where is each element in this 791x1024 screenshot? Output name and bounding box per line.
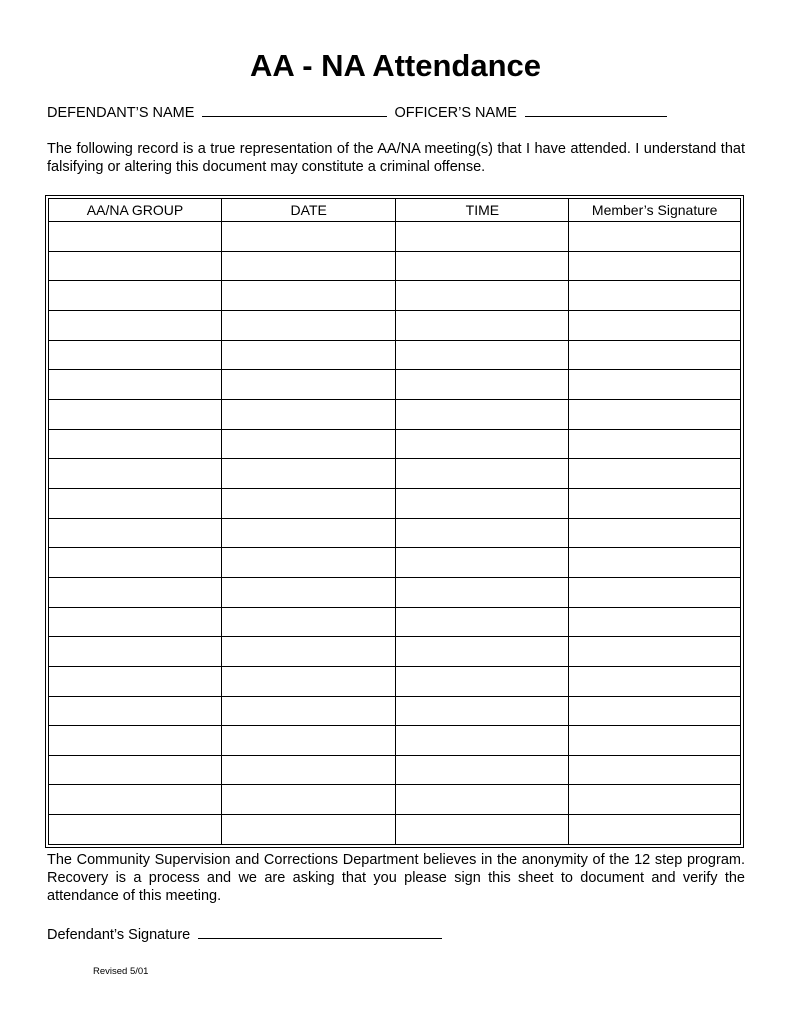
date-cell[interactable] bbox=[222, 518, 396, 548]
group-cell[interactable] bbox=[49, 755, 222, 785]
signature-cell[interactable] bbox=[569, 370, 741, 400]
table-row bbox=[49, 459, 741, 489]
officer-name-field[interactable] bbox=[525, 102, 667, 117]
signature-cell[interactable] bbox=[569, 429, 741, 459]
date-cell[interactable] bbox=[222, 785, 396, 815]
defendant-signature-field[interactable] bbox=[198, 924, 442, 939]
date-cell[interactable] bbox=[222, 726, 396, 756]
signature-cell[interactable] bbox=[569, 637, 741, 667]
date-cell[interactable] bbox=[222, 459, 396, 489]
group-cell[interactable] bbox=[49, 815, 222, 845]
table-row bbox=[49, 815, 741, 845]
date-cell[interactable] bbox=[222, 281, 396, 311]
group-cell[interactable] bbox=[49, 399, 222, 429]
date-cell[interactable] bbox=[222, 488, 396, 518]
name-fields-line bbox=[47, 102, 667, 123]
table-row bbox=[49, 726, 741, 756]
closing-statement: The Community Supervision and Corrections Department believes in the anonymity of the 12 step program. Recovery is a process and we are asking that you please sign this sheet to document and verify the attendance of this meeting. bbox=[47, 852, 745, 904]
signature-cell[interactable] bbox=[569, 607, 741, 637]
group-cell[interactable] bbox=[49, 370, 222, 400]
document-title: AA - NA Attendance bbox=[249, 48, 542, 83]
signature-line bbox=[47, 924, 442, 945]
group-cell[interactable] bbox=[49, 666, 222, 696]
table-row bbox=[49, 399, 741, 429]
signature-cell[interactable] bbox=[569, 281, 741, 311]
signature-cell[interactable] bbox=[569, 666, 741, 696]
table-row bbox=[49, 222, 741, 252]
attendance-table-frame bbox=[45, 195, 744, 848]
time-cell[interactable] bbox=[396, 281, 569, 311]
date-cell[interactable] bbox=[222, 548, 396, 578]
time-cell[interactable] bbox=[396, 370, 569, 400]
group-cell[interactable] bbox=[49, 251, 222, 281]
date-cell[interactable] bbox=[222, 429, 396, 459]
table-row bbox=[49, 607, 741, 637]
attendance-table bbox=[48, 198, 741, 845]
group-cell[interactable] bbox=[49, 726, 222, 756]
table-row bbox=[49, 429, 741, 459]
time-cell[interactable] bbox=[396, 459, 569, 489]
group-cell[interactable] bbox=[49, 785, 222, 815]
signature-cell[interactable] bbox=[569, 310, 741, 340]
group-cell[interactable] bbox=[49, 459, 222, 489]
time-cell[interactable] bbox=[396, 785, 569, 815]
date-cell[interactable] bbox=[222, 399, 396, 429]
group-cell[interactable] bbox=[49, 577, 222, 607]
group-cell[interactable] bbox=[49, 429, 222, 459]
time-cell[interactable] bbox=[396, 755, 569, 785]
signature-cell[interactable] bbox=[569, 726, 741, 756]
signature-cell[interactable] bbox=[569, 222, 741, 252]
table-row bbox=[49, 637, 741, 667]
date-cell[interactable] bbox=[222, 251, 396, 281]
signature-cell[interactable] bbox=[569, 459, 741, 489]
signature-cell[interactable] bbox=[569, 548, 741, 578]
defendant-signature-label: Defendant’s Signature bbox=[47, 927, 191, 943]
group-cell[interactable] bbox=[49, 548, 222, 578]
table-row bbox=[49, 548, 741, 578]
group-cell[interactable] bbox=[49, 488, 222, 518]
signature-cell[interactable] bbox=[569, 755, 741, 785]
date-cell[interactable] bbox=[222, 607, 396, 637]
signature-cell[interactable] bbox=[569, 518, 741, 548]
group-cell[interactable] bbox=[49, 310, 222, 340]
signature-cell[interactable] bbox=[569, 577, 741, 607]
header-member-signature: Member’s Signature bbox=[569, 199, 741, 222]
revision-note: Revised 5/01 bbox=[93, 966, 149, 977]
table-row bbox=[49, 310, 741, 340]
signature-cell[interactable] bbox=[569, 815, 741, 845]
table-row bbox=[49, 666, 741, 696]
signature-cell[interactable] bbox=[569, 399, 741, 429]
date-cell[interactable] bbox=[222, 577, 396, 607]
time-cell[interactable] bbox=[396, 607, 569, 637]
time-cell[interactable] bbox=[396, 577, 569, 607]
table-row bbox=[49, 785, 741, 815]
time-cell[interactable] bbox=[396, 488, 569, 518]
table-row bbox=[49, 755, 741, 785]
time-cell[interactable] bbox=[396, 340, 569, 370]
date-cell[interactable] bbox=[222, 222, 396, 252]
header-date: DATE bbox=[222, 199, 396, 222]
date-cell[interactable] bbox=[222, 666, 396, 696]
time-cell[interactable] bbox=[396, 637, 569, 667]
table-row bbox=[49, 696, 741, 726]
time-cell[interactable] bbox=[396, 696, 569, 726]
group-cell[interactable] bbox=[49, 281, 222, 311]
defendant-name-label: DEFENDANT’S NAME bbox=[47, 105, 195, 121]
time-cell[interactable] bbox=[396, 666, 569, 696]
time-cell[interactable] bbox=[396, 429, 569, 459]
group-cell[interactable] bbox=[49, 340, 222, 370]
header-aa-na-group: AA/NA GROUP bbox=[49, 199, 222, 222]
date-cell[interactable] bbox=[222, 815, 396, 845]
table-row bbox=[49, 251, 741, 281]
table-row bbox=[49, 281, 741, 311]
date-cell[interactable] bbox=[222, 696, 396, 726]
table-row bbox=[49, 518, 741, 548]
table-row bbox=[49, 488, 741, 518]
time-cell[interactable] bbox=[396, 251, 569, 281]
time-cell[interactable] bbox=[396, 815, 569, 845]
table-row bbox=[49, 370, 741, 400]
time-cell[interactable] bbox=[396, 399, 569, 429]
table-body bbox=[49, 222, 741, 845]
time-cell[interactable] bbox=[396, 518, 569, 548]
date-cell[interactable] bbox=[222, 340, 396, 370]
table-row bbox=[49, 340, 741, 370]
group-cell[interactable] bbox=[49, 518, 222, 548]
time-cell[interactable] bbox=[396, 726, 569, 756]
intro-statement: The following record is a true representation of the AA/NA meeting(s) that I have attended. I understand that falsifying or altering this document may constitute a criminal offense. bbox=[47, 141, 745, 175]
date-cell[interactable] bbox=[222, 755, 396, 785]
group-cell[interactable] bbox=[49, 607, 222, 637]
group-cell[interactable] bbox=[49, 637, 222, 667]
date-cell[interactable] bbox=[222, 310, 396, 340]
defendant-name-field[interactable] bbox=[202, 102, 387, 117]
time-cell[interactable] bbox=[396, 310, 569, 340]
time-cell[interactable] bbox=[396, 222, 569, 252]
signature-cell[interactable] bbox=[569, 340, 741, 370]
table-row bbox=[49, 577, 741, 607]
table-header-row bbox=[49, 199, 741, 222]
signature-cell[interactable] bbox=[569, 696, 741, 726]
group-cell[interactable] bbox=[49, 222, 222, 252]
date-cell[interactable] bbox=[222, 637, 396, 667]
officer-name-label: OFFICER’S NAME bbox=[394, 105, 517, 121]
header-time: TIME bbox=[396, 199, 569, 222]
signature-cell[interactable] bbox=[569, 488, 741, 518]
signature-cell[interactable] bbox=[569, 251, 741, 281]
date-cell[interactable] bbox=[222, 370, 396, 400]
group-cell[interactable] bbox=[49, 696, 222, 726]
time-cell[interactable] bbox=[396, 548, 569, 578]
signature-cell[interactable] bbox=[569, 785, 741, 815]
